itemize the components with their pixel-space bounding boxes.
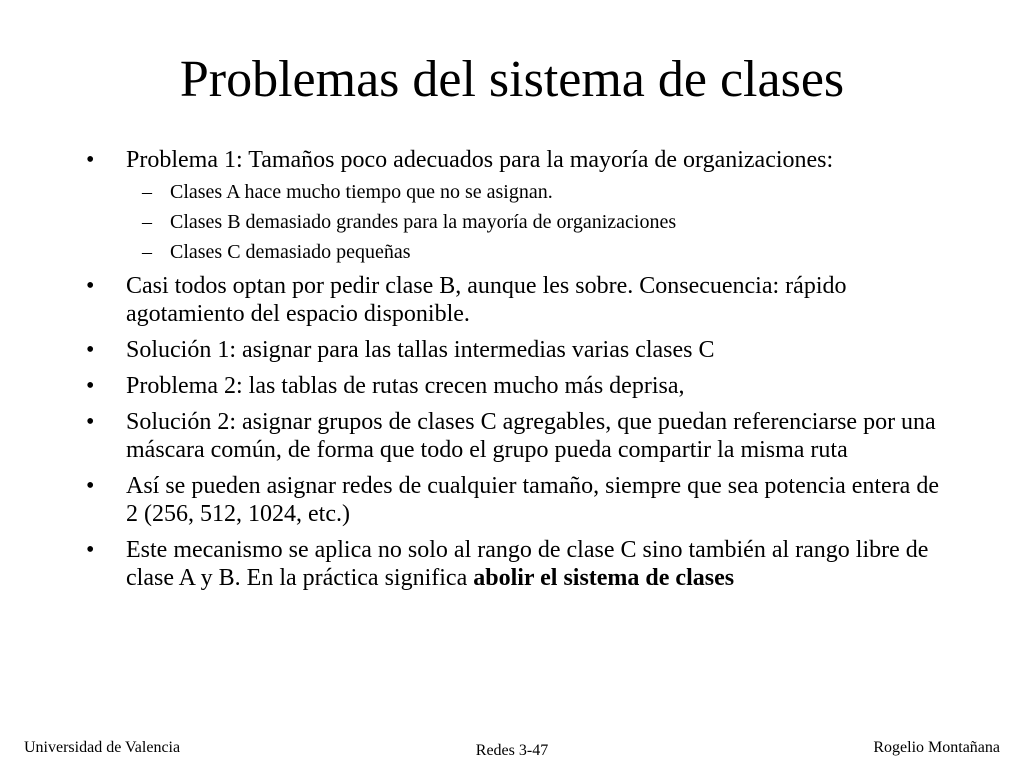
sub-bullet-text: Clases A hace mucho tiempo que no se asignan. [170,181,553,203]
bullet-bold-text: abolir el sistema de clases [473,565,735,591]
bullet-marker: • [86,373,95,399]
bullet-marker: • [86,409,95,435]
bullet-item [82,408,952,464]
bullet-item [82,536,952,592]
bullet-item [82,146,952,264]
dash-marker: – [142,211,152,233]
bullet-marker: • [86,337,95,363]
sub-bullet-item [126,210,952,234]
footer-page-number: Redes 3-47 [475,742,549,759]
bullet-list [82,146,952,600]
bullet-text: Problema 2: las tablas de rutas crecen mucho más deprisa, [126,373,685,399]
footer-author: Rogelio Montañana [873,739,1000,756]
sub-bullet-text: Clases C demasiado pequeñas [170,241,411,263]
bullet-item [82,372,952,400]
bullet-item [82,336,952,364]
bullet-item [82,472,952,528]
slide-title: Problemas del sistema de clases [179,51,845,108]
dash-marker: – [142,241,152,263]
bullet-item [82,272,952,328]
bullet-text: Este mecanismo se aplica no solo al rango de clase C sino también al rango libre de clase A y B. En la práctica significa [126,537,929,591]
bullet-marker: • [86,273,95,299]
bullet-text: Solución 1: asignar para las tallas intermedias varias clases C [126,337,715,363]
footer-institution: Universidad de Valencia [24,739,181,756]
sub-bullet-list [126,180,952,264]
dash-marker: – [142,181,152,203]
sub-bullet-item [126,240,952,264]
bullet-text: Casi todos optan por pedir clase B, aunque les sobre. Consecuencia: rápido agotamiento del espacio disponible. [126,273,847,327]
bullet-text: Problema 1: Tamaños poco adecuados para la mayoría de organizaciones: [126,147,834,173]
bullet-marker: • [86,147,95,173]
bullet-text: Solución 2: asignar grupos de clases C agregables, que puedan referenciarse por una máscara común, de forma que todo el grupo pueda compartir la misma ruta [126,409,936,463]
bullet-marker: • [86,537,95,563]
sub-bullet-text: Clases B demasiado grandes para la mayoría de organizaciones [170,211,677,233]
bullet-marker: • [86,473,95,499]
bullet-text: Así se pueden asignar redes de cualquier tamaño, siempre que sea potencia entera de 2 (256, 512, 1024, etc.) [126,473,939,527]
sub-bullet-item [126,180,952,204]
